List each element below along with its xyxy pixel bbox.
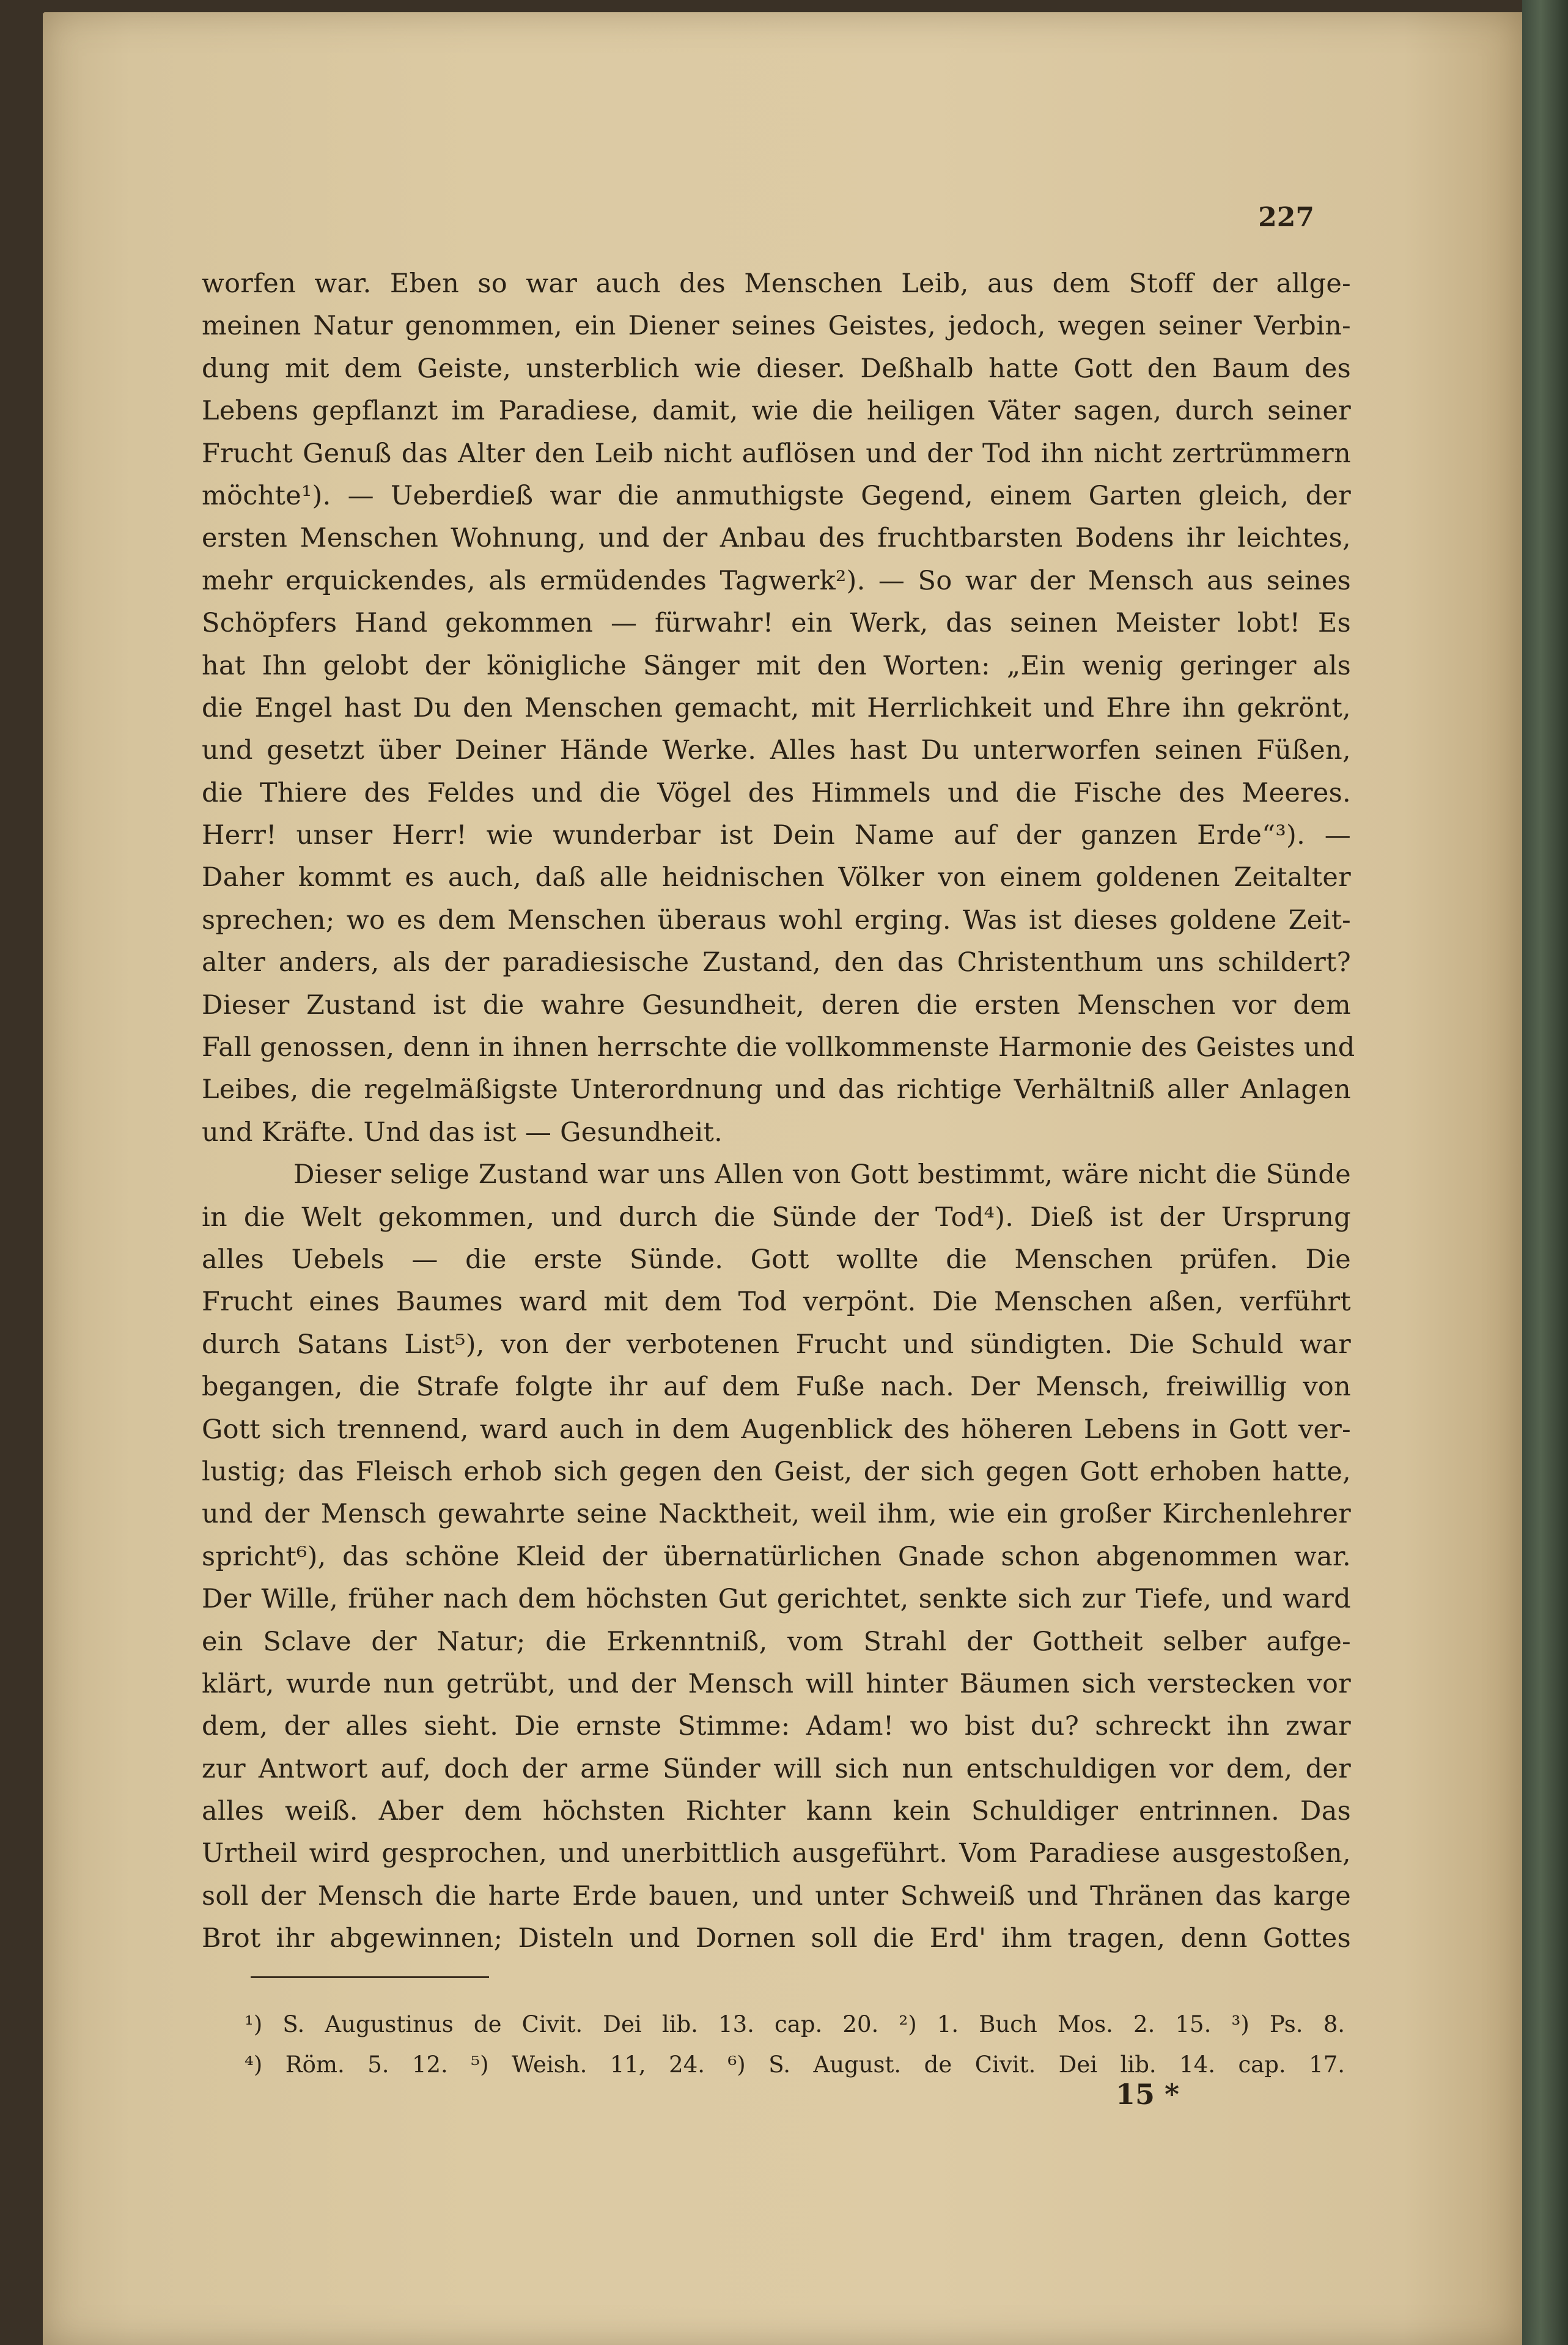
text-line: dung mit dem Geiste, unsterblich wie dieser. Deßhalb hatte Gott den Baum des — [202, 353, 1351, 384]
text-line: und Kräfte. Und das ist — Gesundheit. — [202, 1117, 723, 1148]
text-line: Leibes, die regelmäßigste Unterordnung und das richtige Verhältniß aller Anlagen — [202, 1074, 1351, 1106]
signature-mark: 15 * — [1116, 2078, 1180, 2111]
text-line: Gott sich trennend, ward auch in dem Augenblick des höheren Lebens in Gott ver- — [202, 1414, 1351, 1445]
text-line: soll der Mensch die harte Erde bauen, und unter Schweiß und Thränen das karge — [202, 1880, 1351, 1911]
text-line: Fall genossen, denn in ihnen herrschte die vollkommenste Harmonie des Geistes und — [202, 1032, 1355, 1063]
footnotes — [245, 2004, 1345, 2085]
text-line: begangen, die Strafe folgte ihr auf dem Fuße nach. Der Mensch, freiwillig von — [202, 1372, 1351, 1403]
text-line: Urtheil wird gesprochen, und unerbittlich ausgeführt. Vom Paradiese ausgestoßen, — [202, 1838, 1351, 1869]
text-line: ersten Menschen Wohnung, und der Anbau des fruchtbarsten Bodens ihr leichtes, — [202, 523, 1351, 554]
text-line: Herr! unser Herr! wie wunderbar ist Dein Name auf der ganzen Erde“³). — — [202, 820, 1351, 851]
text-line: alles weiß. Aber dem höchsten Richter kann kein Schuldiger entrinnen. Das — [202, 1796, 1351, 1827]
text-line: dem, der alles sieht. Die ernste Stimme: Adam! wo bist du? schreckt ihn zwar — [202, 1711, 1351, 1742]
text-line: sprechen; wo es dem Menschen überaus wohl erging. Was ist dieses goldene Zeit- — [202, 904, 1351, 936]
text-line: die Thiere des Feldes und die Vögel des Himmels und die Fische des Meeres. — [202, 777, 1351, 808]
text-line: alles Uebels — die erste Sünde. Gott wollte die Menschen prüfen. Die — [202, 1244, 1351, 1275]
text-line: und gesetzt über Deiner Hände Werke. Alles hast Du unterworfen seinen Füßen, — [202, 735, 1351, 766]
page-number: 227 — [1258, 202, 1314, 233]
text-line: Dieser Zustand ist die wahre Gesundheit, deren die ersten Menschen vor dem — [202, 989, 1351, 1021]
text-line: möchte¹). — Ueberdieß war die anmuthigste Gegend, einem Garten gleich, der — [202, 480, 1351, 511]
text-line: lustig; das Fleisch erhob sich gegen den Geist, der sich gegen Gott erhoben hatte, — [202, 1456, 1351, 1487]
text-line: hat Ihn gelobt der königliche Sänger mit den Worten: „Ein wenig geringer als — [202, 650, 1351, 681]
text-line: Frucht Genuß das Alter den Leib nicht auflösen und der Tod ihn nicht zertrümmern — [202, 438, 1351, 469]
text-line: Brot ihr abgewinnen; Disteln und Dornen soll die Erd' ihm tragen, denn Gottes — [202, 1923, 1351, 1954]
text-line: Lebens gepflanzt im Paradiese, damit, wie die heiligen Väter sagen, durch seiner — [202, 396, 1351, 427]
text-line: meinen Natur genommen, ein Diener seines Geistes, jedoch, wegen seiner Verbin- — [202, 311, 1351, 342]
text-line: Schöpfers Hand gekommen — fürwahr! ein Werk, das seinen Meister lobt! Es — [202, 608, 1351, 639]
text-line: ein Sclave der Natur; die Erkenntniß, vom Strahl der Gottheit selber aufge- — [202, 1626, 1351, 1657]
text-line: Der Wille, früher nach dem höchsten Gut gerichtet, senkte sich zur Tiefe, und ward — [202, 1584, 1351, 1615]
book-page — [43, 12, 1522, 2345]
text-line: in die Welt gekommen, und durch die Sünde der Tod⁴). Dieß ist der Ursprung — [202, 1202, 1351, 1233]
footnote-line: ⁴) Röm. 5. 12. ⁵) Weish. 11, 24. ⁶) S. August. de Civit. Dei lib. 14. cap. 17. — [245, 2051, 1345, 2078]
text-line: klärt, wurde nun getrübt, und der Mensch will hinter Bäumen sich verstecken vor — [202, 1668, 1351, 1699]
text-line: Frucht eines Baumes ward mit dem Tod verpönt. Die Menschen aßen, verführt — [202, 1287, 1351, 1318]
text-line: durch Satans List⁵), von der verbotenen Frucht und sündigten. Die Schuld war — [202, 1329, 1351, 1360]
footnote-rule — [251, 1976, 489, 1978]
footnote-line: ¹) S. Augustinus de Civit. Dei lib. 13. cap. 20. ²) 1. Buch Mos. 2. 15. ³) Ps. 8. — [245, 2011, 1345, 2037]
text-line: Dieser selige Zustand war uns Allen von Gott bestimmt, wäre nicht die Sünde — [293, 1159, 1351, 1191]
text-line: worfen war. Eben so war auch des Menschen Leib, aus dem Stoff der allge- — [202, 268, 1351, 299]
body-text — [202, 263, 1355, 1960]
text-line: spricht⁶), das schöne Kleid der übernatürlichen Gnade schon abgenommen war. — [202, 1541, 1351, 1572]
text-line: zur Antwort auf, doch der arme Sünder will sich nun entschuldigen vor dem, der — [202, 1753, 1351, 1784]
text-line: und der Mensch gewahrte seine Nacktheit, weil ihm, wie ein großer Kirchenlehrer — [202, 1499, 1351, 1530]
text-line: mehr erquickendes, als ermüdendes Tagwerk²). — So war der Mensch aus seines — [202, 565, 1351, 596]
text-line: Daher kommt es auch, daß alle heidnischen Völker von einem goldenen Zeitalter — [202, 862, 1351, 893]
text-line: alter anders, als der paradiesische Zustand, den das Christenthum uns schildert? — [202, 947, 1351, 978]
book-cover-edge — [1522, 0, 1568, 2345]
text-line: die Engel hast Du den Menschen gemacht, mit Herrlichkeit und Ehre ihn gekrönt, — [202, 692, 1351, 723]
